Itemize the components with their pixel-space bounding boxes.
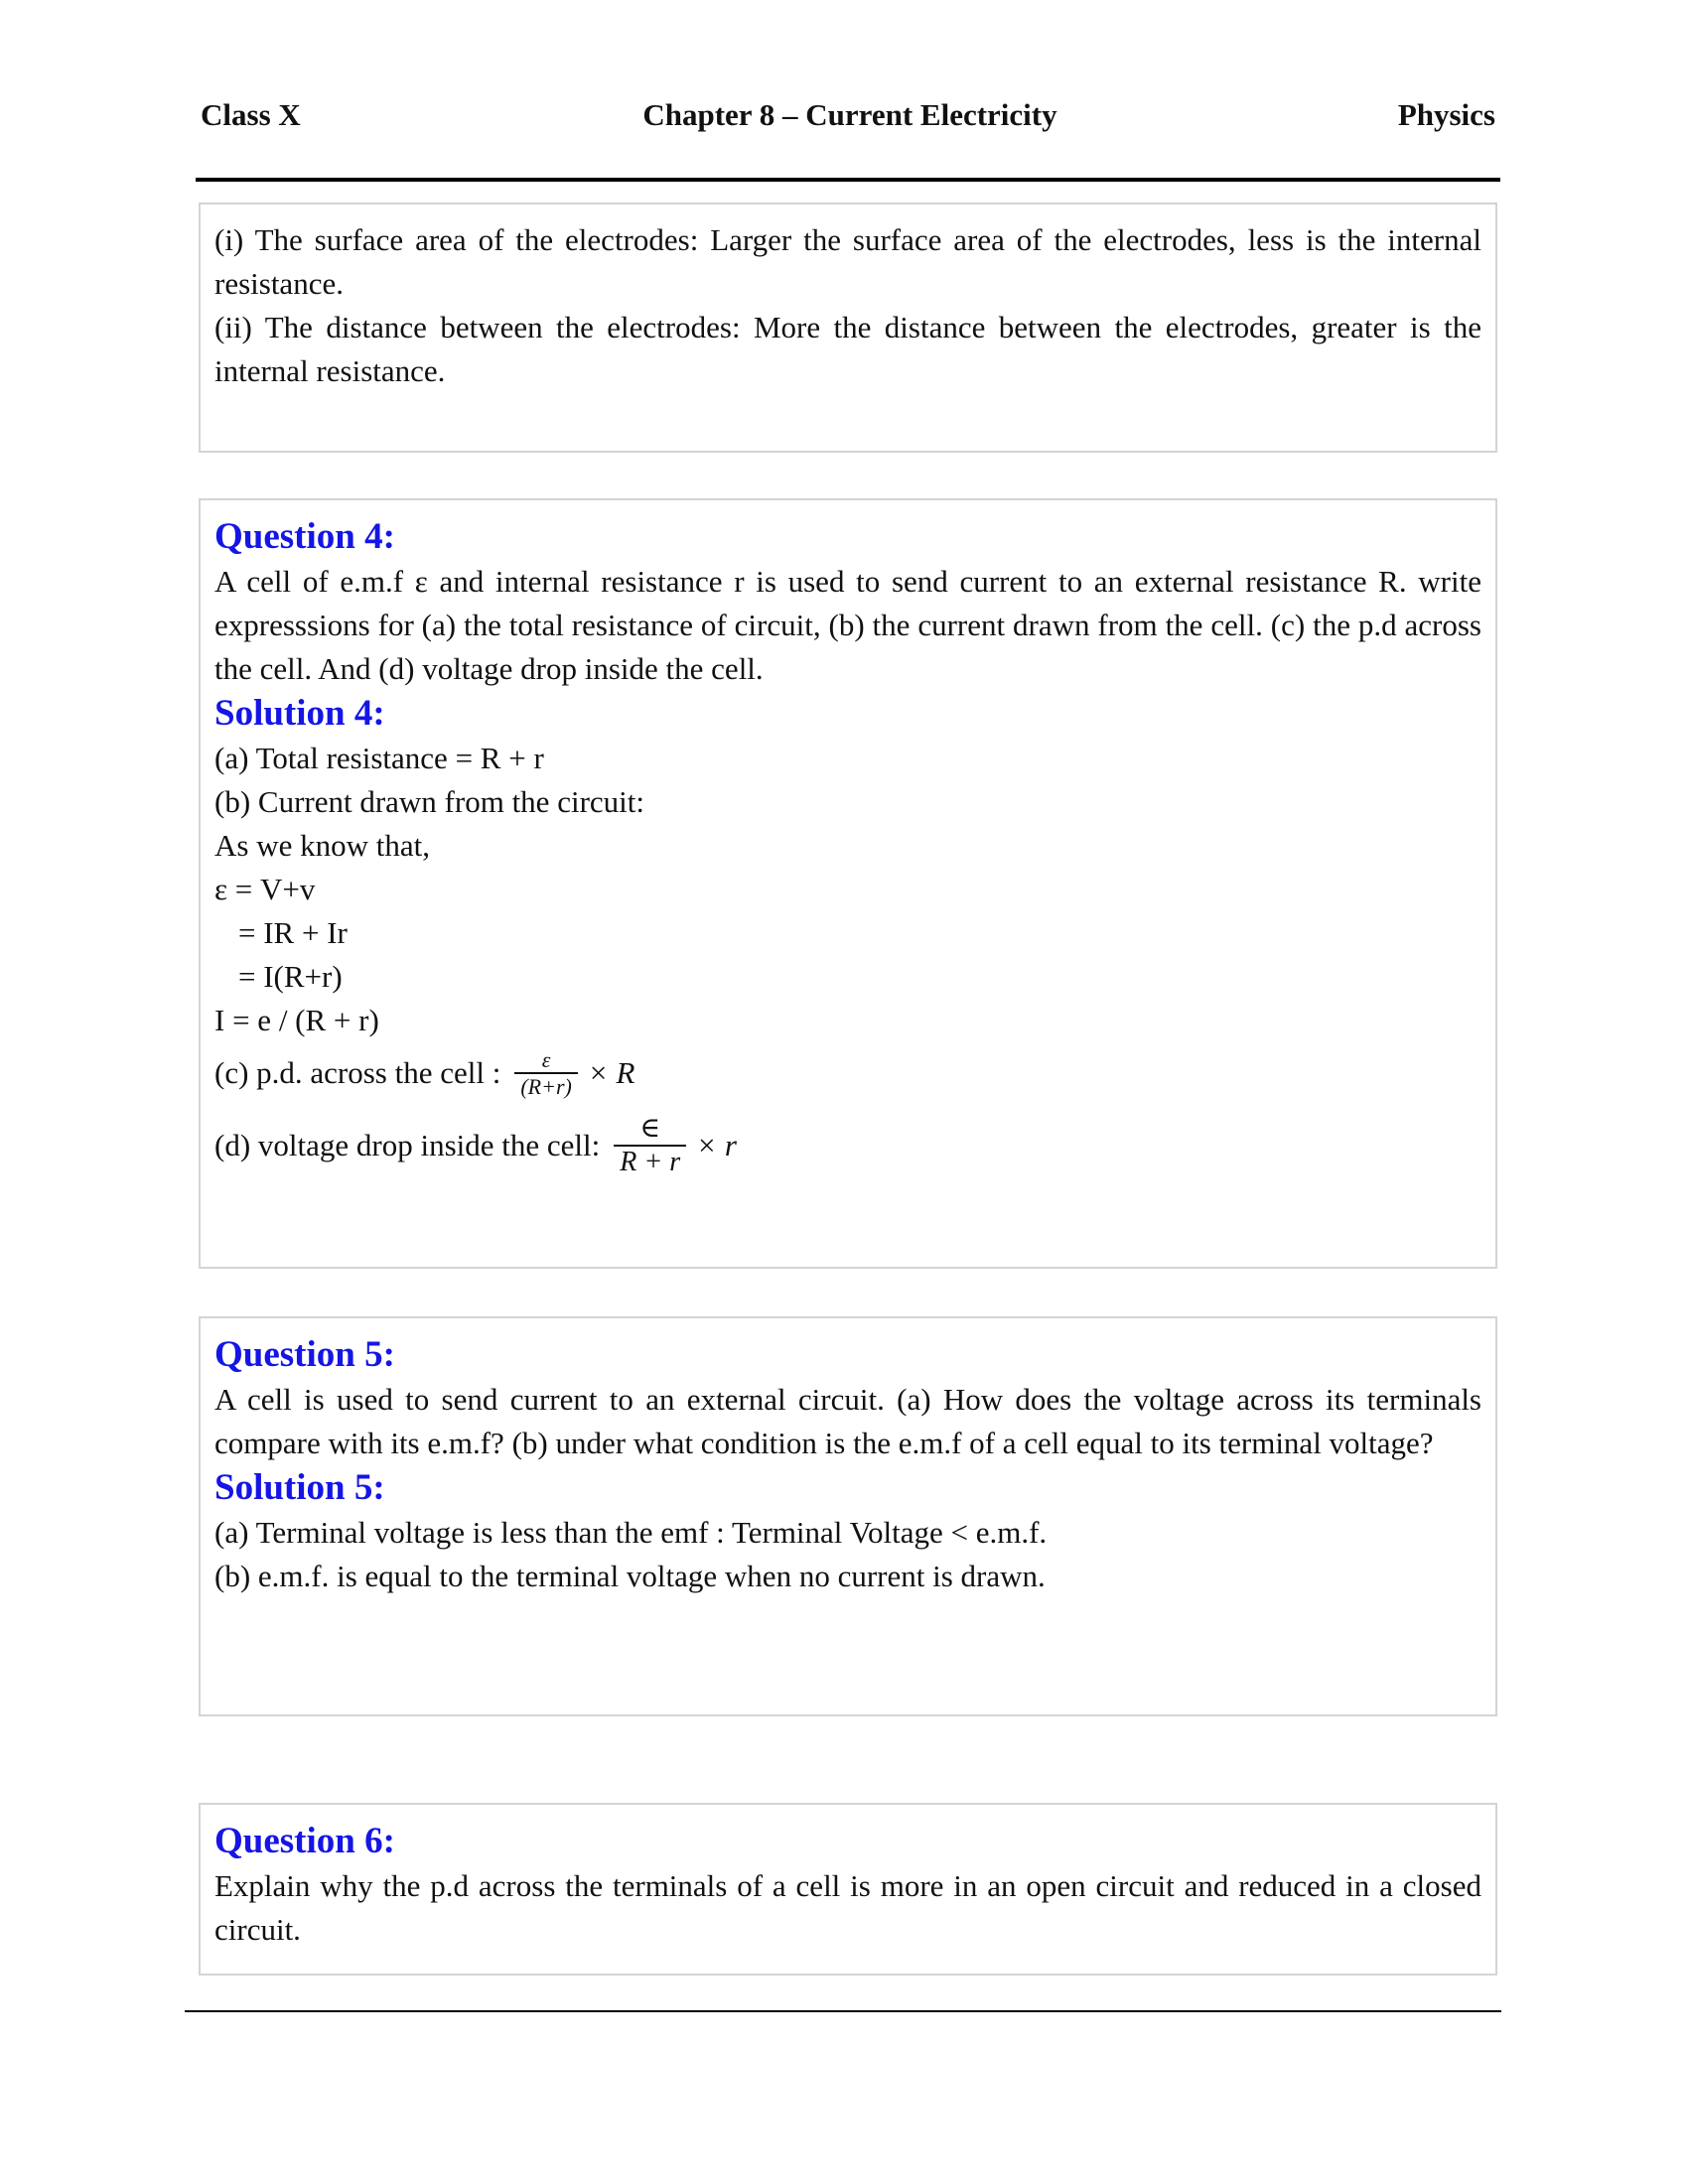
header-subject: Physics [1397,97,1495,132]
solution-4-line: (a) Total resistance = R + r [214,741,544,775]
intro-line-2: (ii) The distance between the electrodes: More the distance between the electrodes, greater is the internal resistance. [214,310,1481,388]
drop-tail: × r [696,1128,737,1162]
current-formula: I = e / (R + r) [214,1003,379,1037]
header-chapter: Chapter 8 – Current Electricity [642,97,1057,132]
drop-fraction [614,1113,686,1178]
intro-box [199,203,1497,453]
question-4-box [199,498,1497,1269]
pd-formula [214,1042,1481,1104]
solution-4-line: ε = V+v [214,872,316,906]
pd-tail: × R [587,1055,635,1090]
page-header [199,97,1501,141]
question-4-heading: Question 4: [214,516,395,557]
solution-4-line: As we know that, [214,828,430,863]
question-5-box [199,1316,1497,1716]
pd-label: (c) p.d. across the cell : [214,1055,501,1090]
solution-4-indented-line: = IR + Ir [238,915,348,950]
drop-label: (d) voltage drop inside the cell: [214,1128,601,1162]
drop-numerator: ∈ [639,1112,661,1144]
solution-4-line: (b) Current drawn from the circuit: [214,784,644,819]
pd-numerator: ε [541,1046,551,1072]
question-6-heading: Question 6: [214,1821,395,1861]
header-rule [196,178,1500,182]
intro-line-1: (i) The surface area of the electrodes: Larger the surface area of the electrodes, less is the internal resistance. [214,222,1481,301]
pd-denominator: (R+r) [520,1074,572,1099]
question-4-text: A cell of e.m.f ε and internal resistance r is used to send current to an external resistance R. write expresssions for (a) the total resistance of circuit, (b) the current drawn from the cell. (c) the p.d across the cell. And (d) voltage drop inside the cell. [214,564,1481,686]
question-6-box [199,1803,1497,1976]
solution-4-heading: Solution 4: [214,693,385,734]
solution-5-line: (b) e.m.f. is equal to the terminal voltage when no current is drawn. [214,1559,1046,1593]
header-class: Class X [201,97,301,132]
drop-formula [214,1104,1481,1187]
pd-fraction [514,1047,578,1100]
drop-denominator: R + r [620,1147,681,1177]
question-6-text: Explain why the p.d across the terminals of a cell is more in an open circuit and reduced in a closed circuit. [214,1868,1481,1947]
solution-5-heading: Solution 5: [214,1467,385,1508]
solution-5-line: (a) Terminal voltage is less than the emf : Terminal Voltage < e.m.f. [214,1515,1048,1550]
solution-4-indented-line: = I(R+r) [238,959,343,994]
question-5-heading: Question 5: [214,1334,395,1375]
footer-rule [185,2010,1501,2012]
question-5-text: A cell is used to send current to an external circuit. (a) How does the voltage across its terminals compare with its e.m.f? (b) under what condition is the e.m.f of a cell equal to its terminal voltage? [214,1382,1481,1460]
